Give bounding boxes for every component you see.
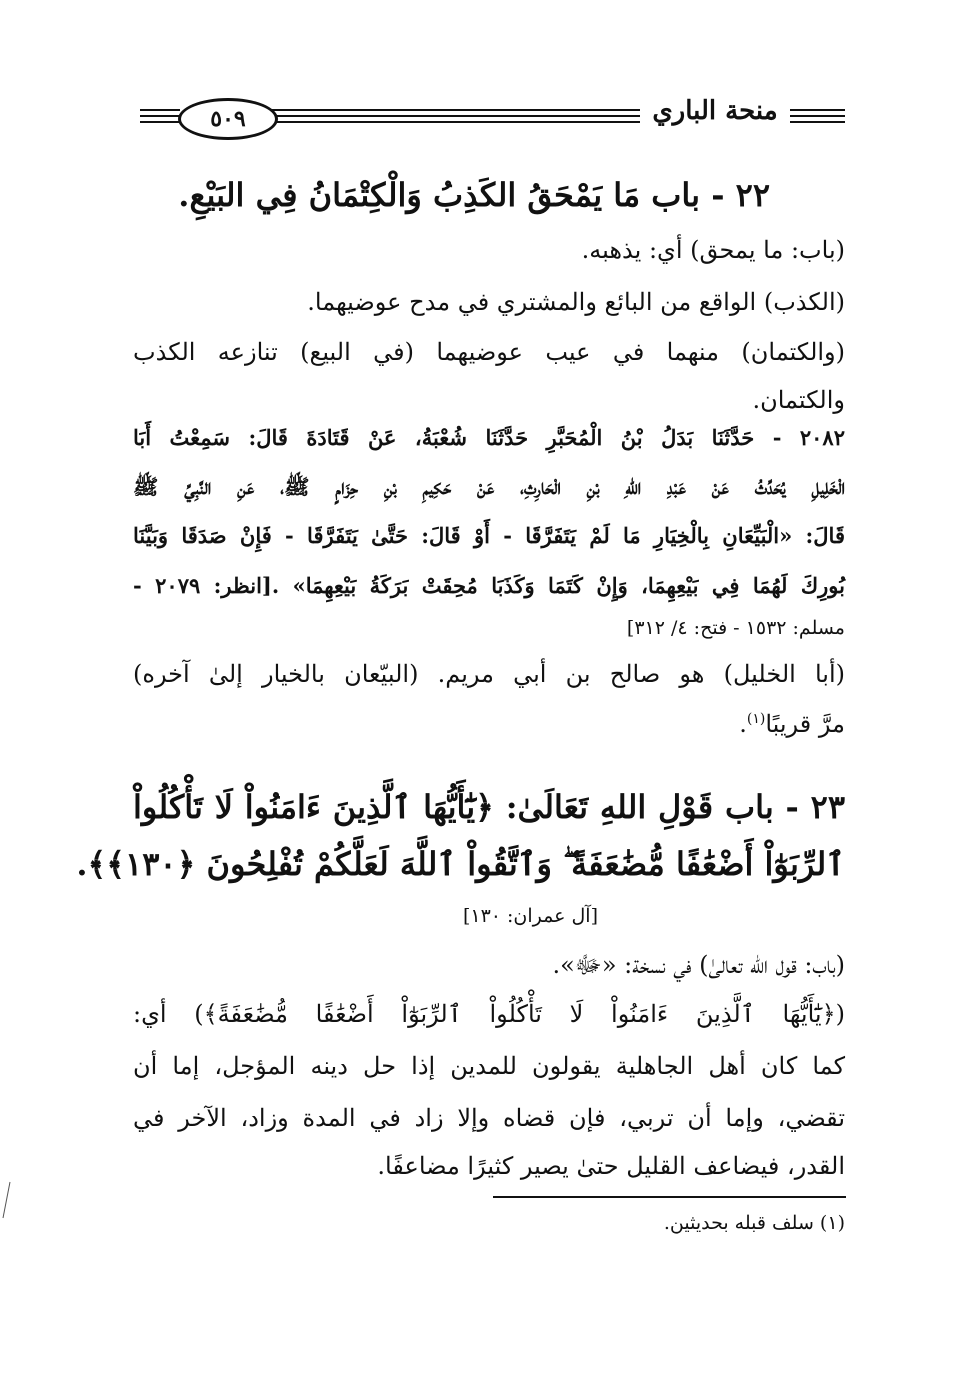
- running-header: [140, 92, 845, 138]
- header-rule: [140, 121, 180, 123]
- paragraph-line: (الكذب) الواقع من البائع والمشتري في مدح عوضيهما.: [307, 288, 845, 316]
- paragraph-line: والكتمان.: [752, 386, 845, 414]
- book-title: منحة الباري: [652, 96, 778, 126]
- page-number: ٥٠٩: [178, 98, 278, 140]
- paragraph-line: كما كان أهل الجاهلية يقولون للمدين إذا حل دينه المؤجل، إما أن: [133, 1052, 845, 1080]
- paragraph-line: القدر، فيضاعف القليل حتىٰ يصير كثيرًا مضاعفًا.: [377, 1152, 845, 1180]
- end-mark: .: [739, 710, 747, 738]
- hadith-line: ٢٠٨٢ - حَدَّثَنَا بَدَلُ بْنُ الْمُحَبَّرِ حَدَّثَنَا شُعْبَةُ، عَنْ قَتَادَةَ قَالَ: سَمِعْتُ أَبَا: [133, 425, 845, 450]
- header-rule: [270, 115, 640, 117]
- footnote: (١) سلف قبله بحديثين.: [663, 1212, 845, 1234]
- paragraph-line: (أبا الخليل) هو صالح بن أبي مريم. (البيّعان بالخيار إلىٰ آخره): [133, 660, 845, 688]
- paragraph-line: تقضي، وإما أن تربي، فإن قضاه وإلا زاد في المدة وزاد، الآخر في: [133, 1104, 845, 1132]
- paragraph-line: [739, 710, 845, 738]
- section-23-title: ٱلرِّبَوٰٓاْ أَضْعَٰفًا مُّضَٰعَفَةً ۖ وَٱتَّقُواْ ٱللَّهَ لَعَلَّكُمْ تُفْلِحُونَ ﴿١٣٠﴾﴾.: [76, 845, 845, 883]
- paragraph-line: (باب: قول الله تعالىٰ) في نسخة: «ﷻ».: [552, 951, 845, 979]
- header-rule: [790, 121, 845, 123]
- section-23-title: ٢٣ - باب قَوْلِ اللهِ تَعَالَىٰ: ﴿يَٰٓأَيُّهَا ٱلَّذِينَ ءَامَنُواْ لَا تَأْكُلُواْ: [133, 788, 845, 826]
- section-22-title: ٢٢ - باب مَا يَمْحَقُ الكَذِبُ وَالْكِتْمَانُ فِي البَيْعِ.: [178, 176, 770, 214]
- footnote-separator: [493, 1196, 846, 1198]
- header-rule: [140, 109, 180, 111]
- header-rule: [270, 121, 640, 123]
- header-rule: [140, 115, 180, 117]
- hadith-line: الْخَلِيلِ يُحَدِّثُ عَنْ عَبْدِ اللهِ بْنِ الْحَارِثِ، عَنْ حَكِيمِ بْنِ حِزَامٍ ﷺ، عَنِ النَّبِيِّ ﷺ: [133, 474, 845, 499]
- header-rule: [270, 109, 640, 111]
- footnote-marker: (١): [746, 711, 766, 727]
- quran-reference: [آل عمران: ١٣٠]: [462, 905, 598, 927]
- paragraph-text: مرَّ قريبًا: [765, 710, 845, 738]
- header-rule: [790, 109, 845, 111]
- paragraph-line: (والكتمان) منهما في عيب عوضيهما (في البيع) تنازعه الكذب: [133, 338, 845, 366]
- hadith-reference: مسلم: ١٥٣٢ - فتح: ٤/ ٣١٢]: [626, 617, 845, 639]
- paragraph-line: (﴿يَٰٓأَيُّهَا ٱلَّذِينَ ءَامَنُواْ لَا تَأْكُلُواْ ٱلرِّبَوٰٓاْ أَضْعَٰفًا مُّضَٰعَفَةً﴾) أي:: [133, 1000, 845, 1028]
- header-rule: [790, 115, 845, 117]
- hadith-line: قَالَ: «الْبَيِّعَانِ بِالْخِيَارِ مَا لَمْ يَتَفَرَّقَا - أَوْ قَالَ: حَتَّىٰ يَتَفَرَّقَا - فَإِنْ صَدَقَا وَبَيَّنَا: [133, 523, 845, 548]
- scan-mark: [0, 1180, 14, 1220]
- paragraph-line: (باب: ما يمحق) أي: يذهبه.: [581, 236, 845, 264]
- hadith-line: بُورِكَ لَهُمَا فِي بَيْعِهِمَا، وَإِنْ كَتَمَا وَكَذَبَا مُحِقَتْ بَرَكَةُ بَيْعِهِمَا» .[انظر: ٢٠٧٩ -: [133, 573, 846, 598]
